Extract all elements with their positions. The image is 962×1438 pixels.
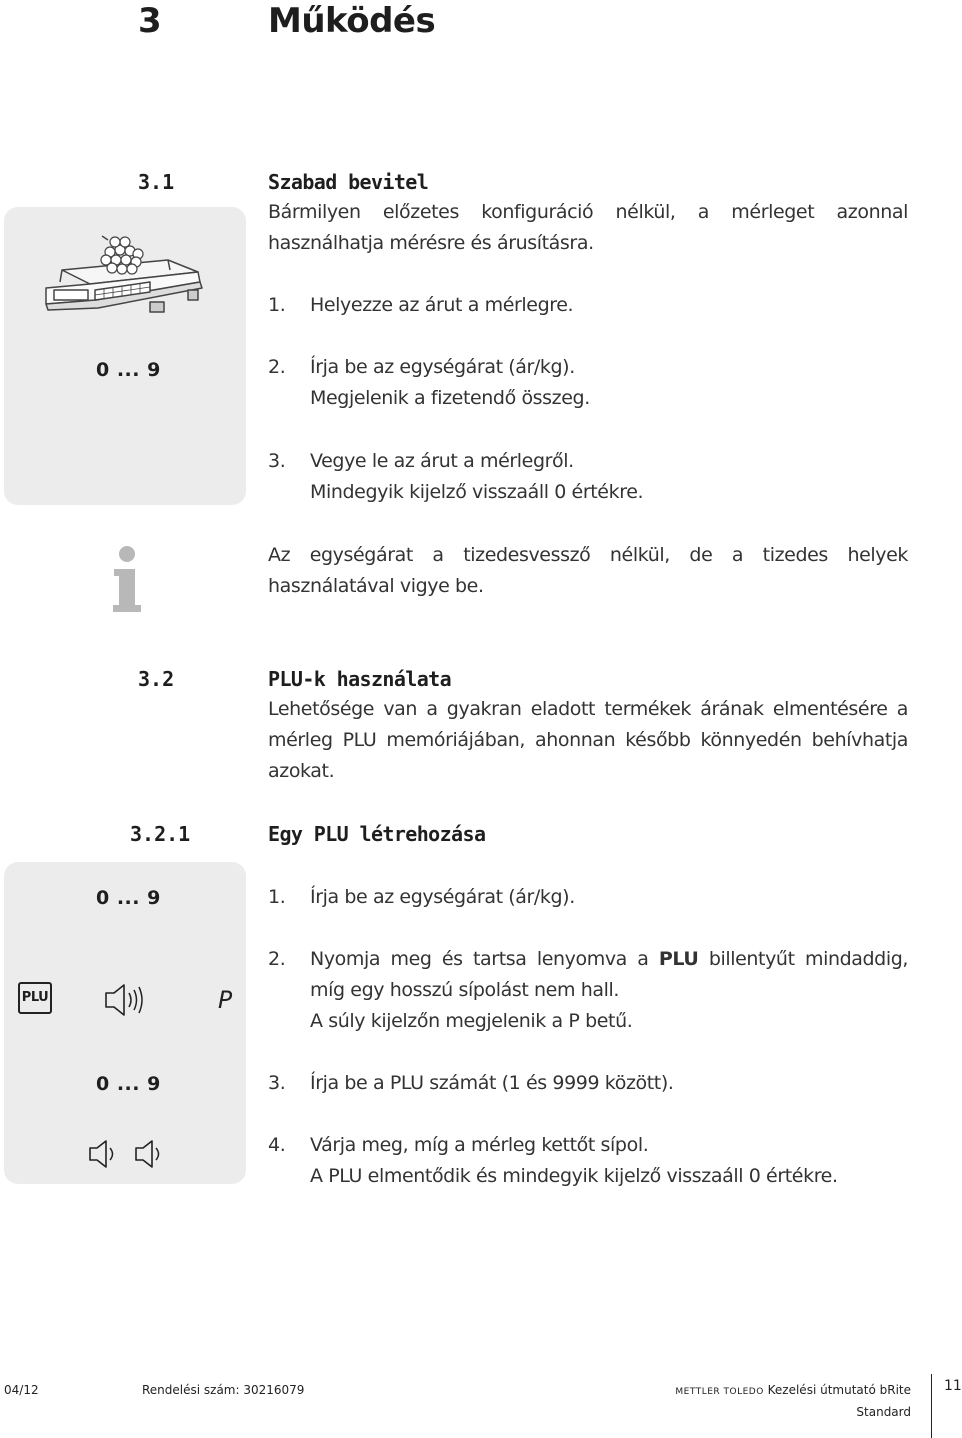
footer-divider bbox=[931, 1374, 932, 1438]
info-icon bbox=[110, 545, 144, 615]
section-title: Egy PLU létrehozása bbox=[268, 822, 486, 846]
section-number: 3.2.1 bbox=[130, 822, 191, 846]
step-item: 1. Helyezze az árut a mérlegre. bbox=[268, 294, 574, 316]
plu-key-icon: PLU bbox=[18, 982, 52, 1014]
section-number: 3.2 bbox=[138, 667, 175, 691]
speaker-beep-icon bbox=[134, 1138, 166, 1170]
speaker-long-beep-icon bbox=[104, 982, 148, 1018]
footer-order-number: Rendelési szám: 30216079 bbox=[142, 1383, 305, 1397]
display-p-indicator: P bbox=[218, 986, 233, 1014]
info-note: Az egységárat a tizedesvessző nélkül, de a tizedes helyek használatával vigye be. bbox=[268, 544, 908, 597]
numeric-keys-label: 0 ... 9 bbox=[96, 887, 161, 909]
step-item: 2. Írja be az egységárat (ár/kg). Megjelenik a fizetendő összeg. bbox=[268, 356, 590, 409]
chapter-number: 3 bbox=[138, 1, 162, 41]
step-item: 3. Vegye le az árut a mérlegről. Mindegyik kijelző visszaáll 0 értékre. bbox=[268, 450, 644, 503]
footer-manual: METTLER TOLEDO Kezelési útmutató bRite Standard bbox=[675, 1383, 911, 1419]
speaker-beep-icon bbox=[88, 1138, 120, 1170]
section-title: Szabad bevitel bbox=[268, 170, 429, 194]
step-item: 3. Írja be a PLU számát (1 és 9999 között). bbox=[268, 1072, 674, 1094]
section-number: 3.1 bbox=[138, 170, 175, 194]
page-number: 11 bbox=[944, 1378, 962, 1394]
chapter-title: Működés bbox=[268, 1, 436, 41]
section-intro: Bármilyen előzetes konfiguráció nélkül, a mérleget azonnal használhatja mérésre és árusításra. bbox=[268, 201, 908, 254]
footer-date: 04/12 bbox=[4, 1383, 39, 1397]
brand-logo: METTLER TOLEDO bbox=[675, 1387, 764, 1397]
section-title: PLU-k használata bbox=[268, 667, 452, 691]
step-item: 4. Várja meg, míg a mérleg kettőt sípol. A PLU elmentődik és mindegyik kijelző visszaáll 0 értékre. bbox=[268, 1134, 838, 1187]
step-item: 1. Írja be az egységárat (ár/kg). bbox=[268, 886, 575, 908]
numeric-keys-label: 0 ... 9 bbox=[96, 1073, 161, 1095]
section-intro: Lehetősége van a gyakran eladott termékek árának elmentésére a mérleg PLU memóriájában, ahonnan később könnyedén behívhatja azokat. bbox=[268, 698, 908, 782]
scale-icon bbox=[40, 232, 210, 327]
step-item: 2. Nyomja meg és tartsa lenyomva a PLU billentyűt mindaddig, míg egy hosszú sípolást nem hall. A súly kijelzőn megjelenik a P betű. bbox=[268, 948, 909, 1032]
numeric-keys-label: 0 ... 9 bbox=[96, 359, 161, 381]
